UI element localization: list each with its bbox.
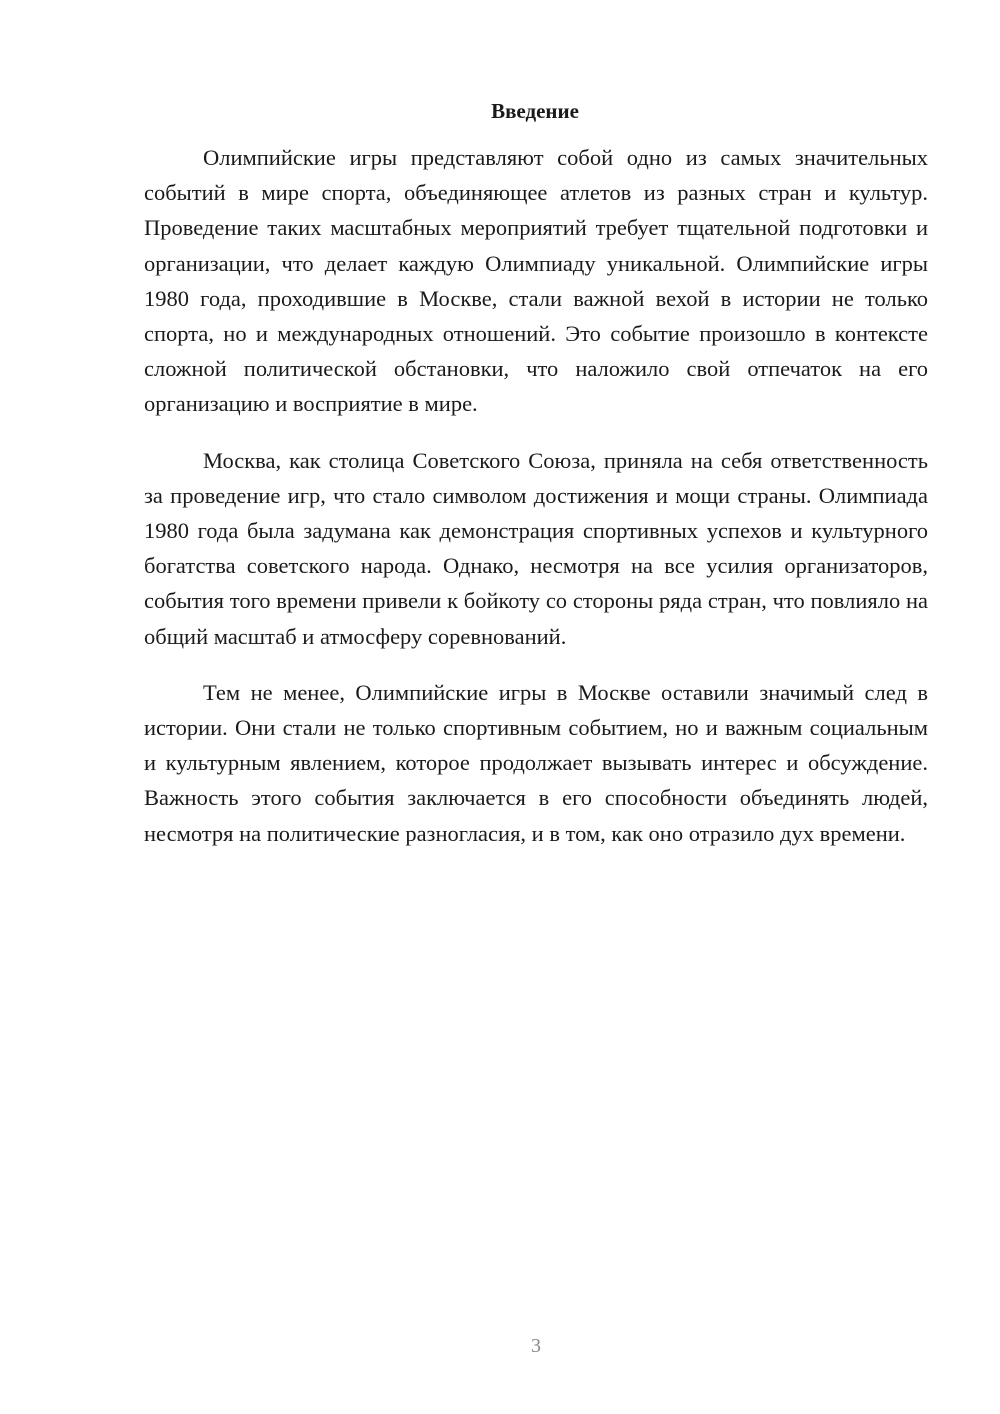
body-text [144,140,928,851]
paragraph-2: Москва, как столица Советского Союза, приняла на себя ответственность за проведение игр, что стало символом достижения и мощи страны. Олимпиада 1980 года была задумана как демонстрация спортивных успехов и культурного богатства советского народа. Однако, несмотря на все усилия организаторов, события того времени привели к бойкоту со стороны ряда стран, что повлияло на общий масштаб и атмосферу соревнований. [144,447,928,649]
page-number: 3 [531,1335,541,1357]
paragraph-3: Тем не менее, Олимпийские игры в Москве оставили значимый след в истории. Они стали не только спортивным событием, но и важным социальным и культурным явлением, которое продолжает вызывать интерес и обсуждение. Важность этого события заключается в его способности объединять людей, несмотря на политические разногласия, и в том, как оно отразило дух времени. [144,679,928,846]
paragraph-1: Олимпийские игры представляют собой одно из самых значительных событий в мире спорта, объединяющее атлетов из разных стран и культур. Проведение таких масштабных мероприятий требует тщательной подготовки и организации, что делает каждую Олимпиаду уникальной. Олимпийские игры 1980 года, проходившие в Москве, стали важной вехой в истории не только спорта, но и международных отношений. Это событие произошло в контексте сложной политической обстановки, что наложило свой отпечаток на его организацию и восприятие в мире. [144,145,928,417]
section-heading: Введение [491,99,579,123]
